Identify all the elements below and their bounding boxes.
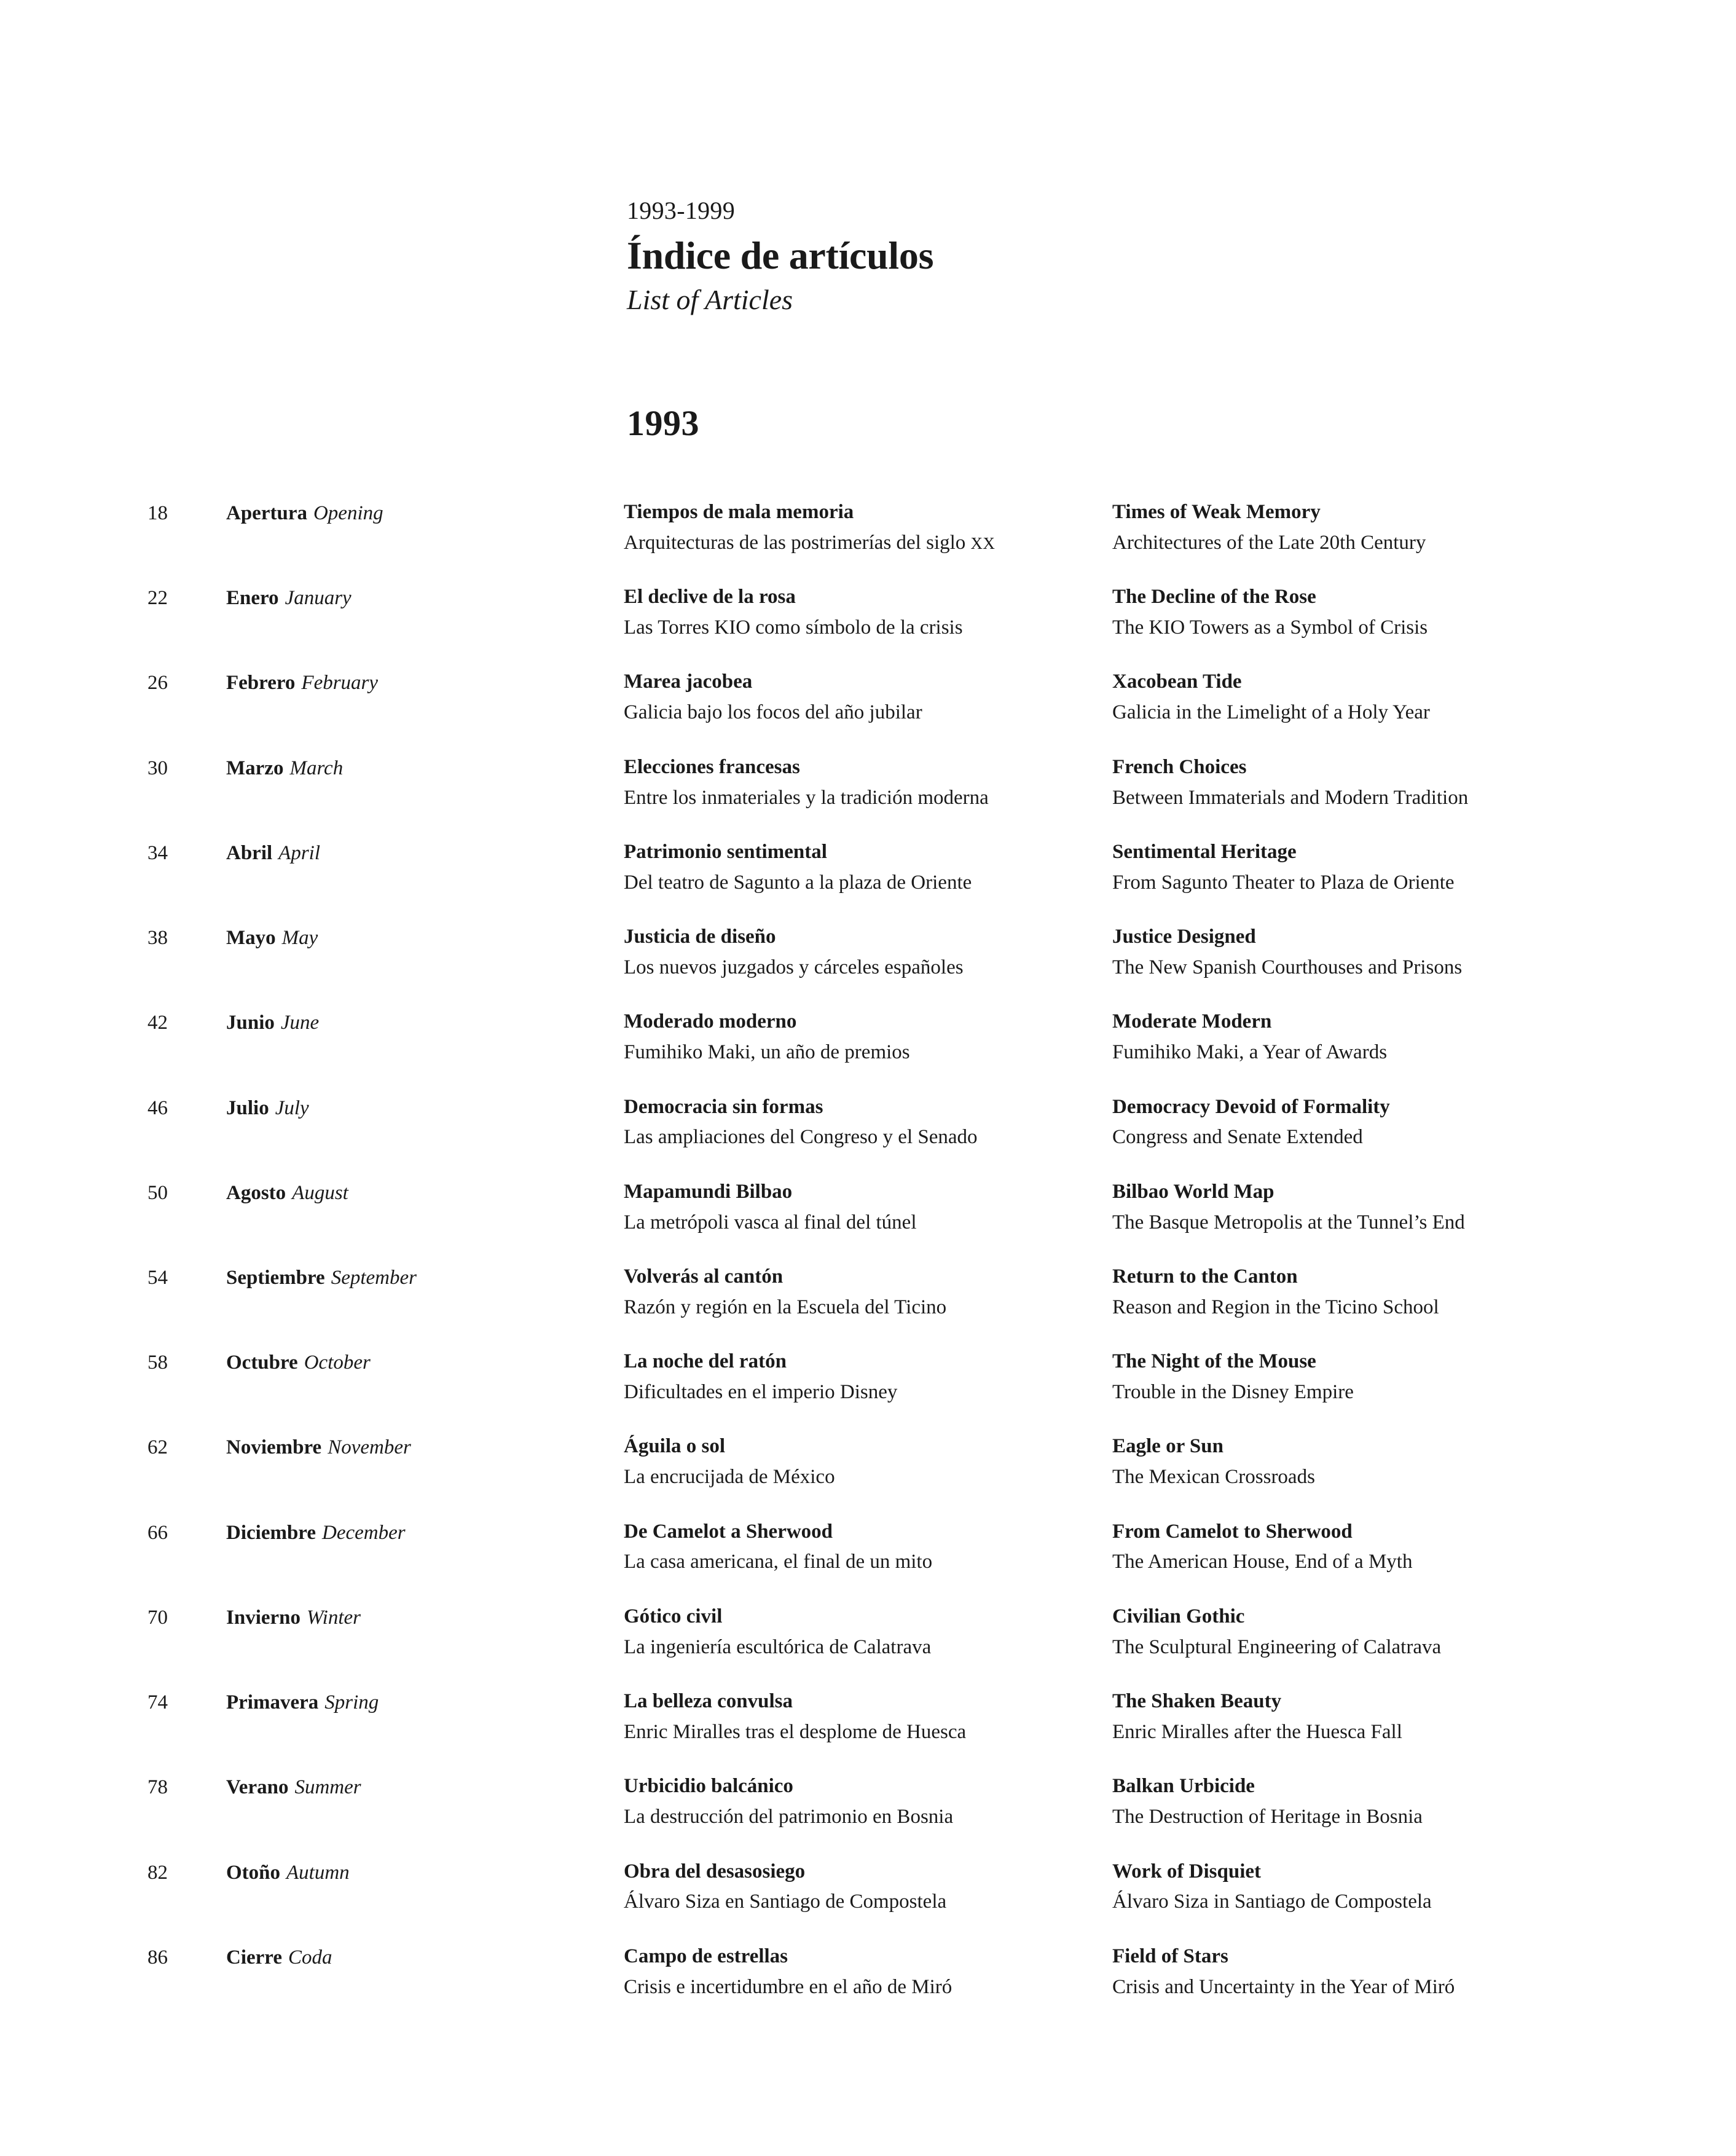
entry-subtitle-es: La ingeniería escultórica de Calatrava [624,1635,932,1658]
entry-spanish [624,1772,1112,1831]
year-range: 1993-1999 [627,197,736,224]
entry-spanish [624,1942,1112,2002]
entry-title-es: La belleza convulsa [624,1690,793,1713]
entry-spanish [624,753,1112,812]
entry-english [1112,1262,1598,1322]
entry-month-en: September [331,1266,417,1289]
entry-spanish [624,923,1112,982]
article-entry [147,1687,1598,1747]
entry-subtitle-es [624,529,1112,557]
article-entry [147,667,1598,727]
entry-subtitle-es-text: Arquitecturas de las postrimerías del siglo [624,531,971,554]
article-entry [147,1942,1598,2002]
entry-month [226,1857,624,1887]
article-entry [147,498,1598,557]
entry-subtitle-es: Crisis e incertidumbre en el año de Miró [624,1975,952,1998]
entry-subtitle-en: Galicia in the Limelight of a Holy Year [1112,701,1430,724]
entry-subtitle-en: Fumihiko Maki, a Year of Awards [1112,1041,1388,1064]
entry-month-es: Febrero [226,672,296,694]
entry-title-en: Sentimental Heritage [1112,840,1297,863]
entry-english [1112,1347,1598,1407]
entry-title-en: Justice Designed [1112,926,1256,948]
article-list [147,498,1598,2027]
entry-month-es: Septiembre [226,1266,325,1289]
entry-english [1112,1687,1598,1747]
entry-title-es: De Camelot a Sherwood [624,1520,833,1543]
entry-subtitle-en: The KIO Towers as a Symbol of Crisis [1112,616,1428,639]
entry-english [1112,1178,1598,1237]
entry-subtitle-en: The Mexican Crossroads [1112,1466,1315,1489]
entry-month [226,1347,624,1377]
entry-title-es: Tiempos de mala memoria [624,501,854,523]
entry-page-number: 74 [147,1691,168,1714]
entry-subtitle-en: The Destruction of Heritage in Bosnia [1112,1806,1423,1828]
entry-spanish [624,667,1112,727]
entry-title-es: El declive de la rosa [624,586,796,608]
article-entry [147,1432,1598,1492]
entry-page-number: 18 [147,502,168,524]
entry-month-es: Mayo [226,927,276,950]
entry-subtitle-es-smallcaps: XX [970,533,996,553]
entry-title-en: Balkan Urbicide [1112,1775,1255,1798]
entry-english [1112,1517,1598,1577]
entry-title-es: Águila o sol [624,1435,726,1458]
entry-title-en: Xacobean Tide [1112,671,1242,693]
entry-page-number: 82 [147,1861,168,1884]
entry-subtitle-en: Crisis and Uncertainty in the Year of Miró [1112,1975,1455,1998]
entry-subtitle-en: The New Spanish Courthouses and Prisons [1112,956,1463,978]
entry-page-number: 34 [147,841,168,864]
entry-subtitle-en: From Sagunto Theater to Plaza de Oriente [1112,871,1455,894]
article-entry [147,1857,1598,1917]
entry-month [226,1942,624,1972]
entry-title-es: Urbicidio balcánico [624,1775,793,1798]
entry-subtitle-en: Enric Miralles after the Huesca Fall [1112,1720,1402,1743]
entry-month-en: December [322,1521,406,1544]
entry-title-es: Moderado moderno [624,1010,797,1033]
entry-month [226,1602,624,1632]
article-entry [147,1178,1598,1237]
entry-month [226,667,624,698]
entry-month-es: Apertura [226,502,307,524]
entry-subtitle-es: La destrucción del patrimonio en Bosnia [624,1806,954,1828]
article-entry [147,838,1598,897]
entry-month-en: March [289,757,344,779]
entry-month [226,1772,624,1802]
section-heading-year: 1993 [627,403,699,443]
article-entry [147,1602,1598,1662]
entry-spanish [624,1347,1112,1407]
entry-spanish [624,1093,1112,1152]
entry-month [226,1432,624,1462]
entry-spanish [624,1857,1112,1917]
article-entry [147,1262,1598,1322]
entry-title-en: Work of Disquiet [1112,1860,1262,1883]
article-entry [147,923,1598,982]
entry-subtitle-es: La encrucijada de México [624,1466,835,1489]
entry-month [226,753,624,783]
entry-subtitle-es: Razón y región en la Escuela del Ticino [624,1296,947,1318]
entry-month-es: Julio [226,1096,269,1119]
entry-subtitle-es: Entre los inmateriales y la tradición moderna [624,786,989,809]
entry-title-en: Bilbao World Map [1112,1180,1275,1203]
entry-month-en: Spring [324,1691,379,1714]
entry-subtitle-en: Congress and Senate Extended [1112,1126,1363,1149]
entry-title-en: The Decline of the Rose [1112,586,1316,608]
entry-subtitle-en: The American House, End of a Myth [1112,1551,1413,1573]
entry-month-es: Diciembre [226,1521,316,1544]
entry-month-en: October [304,1351,371,1374]
entry-subtitle-es: Dificultades en el imperio Disney [624,1381,898,1404]
entry-english [1112,498,1598,557]
entry-subtitle-en: Trouble in the Disney Empire [1112,1381,1354,1404]
entry-english [1112,1772,1598,1831]
entry-page-number: 54 [147,1266,168,1289]
entry-spanish [624,1602,1112,1662]
entry-title-es: Campo de estrellas [624,1945,788,1967]
entry-month-es: Marzo [226,757,284,779]
entry-month-en: February [301,672,379,694]
entry-spanish [624,583,1112,642]
entry-subtitle-en: Reason and Region in the Ticino School [1112,1296,1439,1318]
entry-subtitle-es: Álvaro Siza en Santiago de Compostela [624,1890,947,1913]
entry-title-es: Mapamundi Bilbao [624,1180,793,1203]
entry-page-number: 58 [147,1351,168,1374]
entry-month [226,583,624,613]
entry-title-en: Eagle or Sun [1112,1435,1223,1458]
entry-month-es: Enero [226,587,279,610]
entry-month-en: Summer [294,1776,361,1799]
entry-month-en: Coda [288,1946,332,1969]
entry-title-en: Civilian Gothic [1112,1605,1245,1627]
entry-month [226,838,624,868]
entry-title-es: Justicia de diseño [624,926,776,948]
entry-subtitle-es: Galicia bajo los focos del año jubilar [624,701,922,724]
entry-title-es: Patrimonio sentimental [624,840,827,863]
entry-month-en: Autumn [286,1861,350,1884]
entry-spanish [624,1178,1112,1237]
entry-title-es: Elecciones francesas [624,755,800,778]
entry-subtitle-es: Fumihiko Maki, un año de premios [624,1041,910,1064]
entry-spanish [624,1262,1112,1322]
entry-subtitle-es: Las Torres KIO como símbolo de la crisis [624,616,963,639]
entry-english [1112,838,1598,897]
entry-subtitle-es: Los nuevos juzgados y cárceles españoles [624,956,964,978]
article-entry [147,583,1598,642]
article-entry [147,753,1598,812]
entry-page-number: 22 [147,587,168,610]
article-entry [147,1772,1598,1831]
entry-english [1112,1857,1598,1917]
page-title: Índice de artículos [627,234,934,277]
entry-spanish [624,1517,1112,1577]
entry-month-es: Junio [226,1012,275,1034]
entry-month-en: November [328,1436,411,1459]
entry-page-number: 26 [147,672,168,694]
entry-page-number: 62 [147,1436,168,1459]
entry-month-es: Noviembre [226,1436,322,1459]
article-entry [147,1517,1598,1577]
entry-english [1112,583,1598,642]
entry-title-es: Volverás al cantón [624,1265,784,1288]
entry-subtitle-en: Between Immaterials and Modern Tradition [1112,786,1469,809]
entry-title-en: The Night of the Mouse [1112,1350,1316,1373]
entry-page-number: 46 [147,1096,168,1119]
entry-title-es: Marea jacobea [624,671,753,693]
entry-english [1112,1602,1598,1662]
entry-page-number: 78 [147,1776,168,1799]
entry-english [1112,667,1598,727]
entry-month-en: May [281,927,318,950]
entry-page-number: 66 [147,1521,168,1544]
entry-english [1112,1093,1598,1152]
entry-month-en: January [285,587,352,610]
entry-month-es: Invierno [226,1606,301,1629]
entry-subtitle-en: Architectures of the Late 20th Century [1112,531,1426,554]
entry-title-en: Return to the Canton [1112,1265,1298,1288]
entry-page-number: 38 [147,927,168,950]
entry-english [1112,753,1598,812]
entry-month [226,1178,624,1208]
entry-spanish [624,1432,1112,1492]
entry-month-en: Winter [307,1606,361,1629]
entry-english [1112,1432,1598,1492]
entry-subtitle-en: The Sculptural Engineering of Calatrava [1112,1635,1442,1658]
entry-title-en: The Shaken Beauty [1112,1690,1282,1713]
entry-month-es: Primavera [226,1691,319,1714]
article-entry [147,1007,1598,1067]
entry-subtitle-es: Enric Miralles tras el desplome de Huesca [624,1720,967,1743]
entry-month [226,1093,624,1123]
entry-page-number: 42 [147,1012,168,1034]
entry-page-number: 70 [147,1606,168,1629]
entry-title-es: La noche del ratón [624,1350,787,1373]
entry-month-en: April [278,841,321,864]
entry-month-es: Agosto [226,1181,286,1204]
entry-title-en: Times of Weak Memory [1112,501,1321,523]
entry-english [1112,1007,1598,1067]
entry-subtitle-es: Las ampliaciones del Congreso y el Senado [624,1126,978,1149]
entry-english [1112,1942,1598,2002]
entry-month-es: Abril [226,841,273,864]
entry-month-en: August [292,1181,348,1204]
entry-subtitle-es: Del teatro de Sagunto a la plaza de Oriente [624,871,972,894]
entry-page-number: 30 [147,757,168,779]
entry-title-es: Gótico civil [624,1605,723,1627]
entry-month [226,1262,624,1292]
entry-subtitle-es: La metrópoli vasca al final del túnel [624,1211,917,1233]
entry-title-en: Moderate Modern [1112,1010,1272,1033]
entry-title-es: Democracia sin formas [624,1095,823,1118]
entry-spanish [624,1007,1112,1067]
entry-title-en: Democracy Devoid of Formality [1112,1095,1390,1118]
entry-month [226,1007,624,1037]
entry-title-en: Field of Stars [1112,1945,1228,1967]
entry-subtitle-en: Álvaro Siza in Santiago de Compostela [1112,1890,1432,1913]
page-subtitle: List of Articles [627,283,793,315]
entry-subtitle-en: The Basque Metropolis at the Tunnel’s End [1112,1211,1465,1233]
entry-month [226,1687,624,1717]
entry-title-es: Obra del desasosiego [624,1860,806,1883]
document-header [627,197,1610,317]
entry-month-es: Verano [226,1776,289,1799]
entry-spanish [624,838,1112,897]
entry-page-number: 86 [147,1946,168,1969]
entry-spanish [624,1687,1112,1747]
entry-month-es: Otoño [226,1861,281,1884]
entry-month [226,1517,624,1548]
article-entry [147,1093,1598,1152]
article-entry [147,1347,1598,1407]
entry-english [1112,923,1598,982]
entry-month-es: Octubre [226,1351,298,1374]
entry-page-number: 50 [147,1181,168,1204]
entry-month-en: July [275,1096,309,1119]
entry-subtitle-es: La casa americana, el final de un mito [624,1551,933,1573]
entry-month-es: Cierre [226,1946,282,1969]
entry-title-en: French Choices [1112,755,1247,778]
entry-title-en: From Camelot to Sherwood [1112,1520,1353,1543]
entry-month-en: June [280,1012,320,1034]
entry-month [226,498,624,528]
entry-spanish [624,498,1112,557]
entry-month [226,923,624,953]
entry-month-en: Opening [313,502,383,524]
